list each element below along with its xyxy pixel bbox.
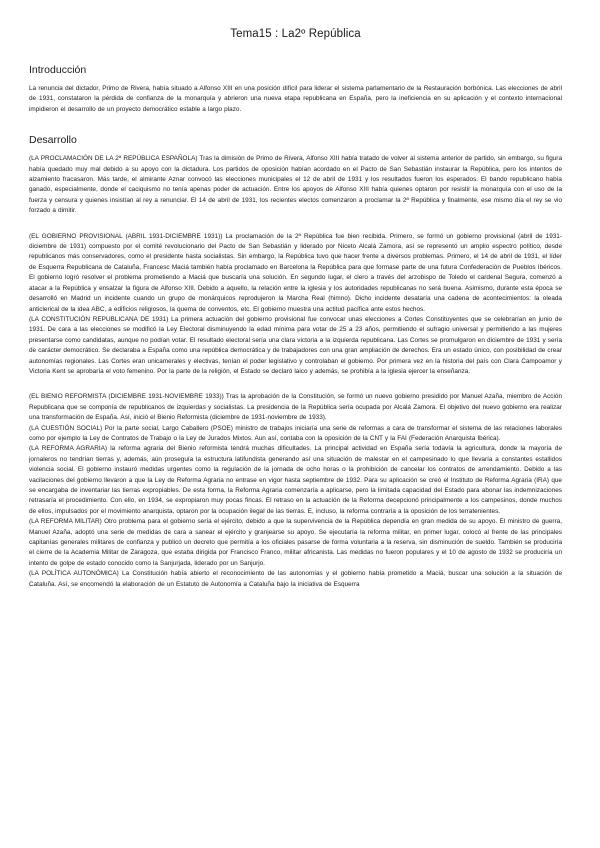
paragraph-lead: (EL GOBIERNO PROVISIONAL (ABRIL 1931-DICIEMBRE 1931)) xyxy=(29,232,223,240)
paragraph-lead: (LA CUESTIÓN SOCIAL) xyxy=(29,424,103,432)
paragraph-text: La primera actuación del gobierno provisional fue convocar unas elecciones a Cortes Constituyentes que se celebrarían en junio de 1931. De cara a las elecciones se modificó la Ley Electoral disminuyendo la edad mínima para votar de 25 a 23 años, permitiendo el sufragio universal y permitiendo a las mujeres presentarse como candidatas, aunque no podían votar. El resultado electoral sería una clara victoria a la izquierda republicana. Las Cortes se promulgaron en diciembre de 1931 y sería de carácter democrático. Se declaraba a España como una república democrática y de trabajadores con una gran ampliación de derechos. Era un estado único, con posibilidad de crear autonomías regionales. Las Cortes eran unicamerales y electivas, tenían el poder legislativo y controlaban el gobierno. Por primera vez en la historia del país con Clara Campoamor y Victoria Kent se aprobaría el voto femenino. Por la parte de la religión, el Estado se declaró laico y además, se prohibía a la iglesia ejercer la enseñanza. xyxy=(29,315,562,375)
paragraph-lead: (LA REFORMA AGRARIA) xyxy=(29,445,108,453)
paragraph-constitucion xyxy=(29,315,562,377)
paragraph-cuestion-social xyxy=(29,424,562,445)
paragraph-lead: (LA CONSTITUCIÓN REPUBLICANA DE 1931) xyxy=(29,315,169,323)
paragraph-reforma-agraria xyxy=(29,444,562,517)
intro-paragraph: La renuncia del dictador, Primo de Rivera, había situado a Alfonso XIII en una posición difícil para liderar el sistema parlamentario de la Restauración borbónica. Las elecciones de abril de 1931, constataron la pérdida de confianza de la monarquía y abrieron una nueva etapa republicana en España, pero la ineficiencia en su aplicación y el contexto internacional impidieron el desarrollo de un proyecto democrático estable a largo plazo. xyxy=(29,85,562,113)
paragraph-reforma-militar xyxy=(29,517,562,569)
paragraph-proclamacion xyxy=(29,154,562,216)
paragraph-lead: (LA PROCLAMACIÓN DE LA 2ª REPÚBLICA ESPAÑOLA) xyxy=(29,155,198,163)
paragraph-politica-autonomica xyxy=(29,569,562,590)
paragraph-text: Tras la dimisión de Primo de Rivera, Alfonso XIII había tratado de volver al sistema anterior de partido, sin embargo, su figura había quedado muy mal debido a su apoyo con la dictadura. Los partidos de oposición habían acordado en el Pacto de San Sebastián instaurar la República, pero los intentos de alzamiento fracasaron. Más tarde, el almirante Aznar convocó las elecciones municipales el 12 de abril de 1931 y los resultados fueron los esperados. El bando republicano había ganado, especialmente, donde el caciquismo no tenía apenas poder de actuación. Entre los apoyos de Alfonso XIII había quienes optaron por resistir la monarquía con el uso de la fuerza y censura y quienes insistían al rey a renunciar. El 14 de abril de 1931, los recientes electos comenzaron a proclamar la 2ª República y finalmente, ese mismo día el rey se vio forzado a dimitir. xyxy=(29,155,562,215)
paragraph-gobierno-provisional xyxy=(29,232,562,315)
paragraph-text: Otro problema para el gobierno sería el ejército, debido a que la supervivencia de la República dependía en gran medida de su apoyo. El ministro de guerra, Manuel Azaña, adoptó una serie de medidas de cara a sanear el ejército y granjearse su apoyo. Se ejecutaría la reforma militar, en primer lugar, colocó al frente de las principales capitanías generales militares de confianza y publicó un decreto que permitía a los oficiales pasarse de forma voluntaria a la reserva, sin disminución de sueldo. También se produciría el cierre de la Academia Militar de Zaragoza, que estaba dirigida por Francisco Franco, militar africanista. Las medidas no fueron populares y el 10 de agosto de 1932 se produciría un intento de golpe de estado conocido como la Sanjurjada, liderado por un Sanjurjo. xyxy=(29,518,562,567)
paragraph-lead: (LA REFORMA MILITAR) xyxy=(29,518,102,526)
paragraph-lead: (LA POLÍTICA AUTONÓMICA) xyxy=(29,570,119,578)
paragraph-lead: (EL BIENIO REFORMISTA (DICIEMBRE 1931-NOVIEMBRE 1933)) xyxy=(29,393,224,401)
paragraph-text: la reforma agraria del Bienio reformista tendrá muchas dificultades. La principal actividad en España sería todavía la agricultura, donde la mayoría de jornaleros no tendrían tierras y, además, aún proseguía la estructura latifundista generando así una situación de malestar en el campesinado lo que llevaría a constantes estallidos violencia social. El gobierno instauró medidas urgentes como la regulación de la jornada de ocho horas o la prohibición de cancelar los contratos de arrendamiento. Debido a las vacilaciones del gobierno llevaron a que la Ley de Reforma Agraria no entrase en vigor hasta septiembre de 1932. Para su aplicación se creó el Instituto de Reforma Agraria (IRA) que se encargaba de inventariar las tierras expropiables. De esta forma, la Reforma Agraria comenzaría a aplicarse, pero la limitada capacidad del Estado para abonar las indemnizaciones retrasaría el procedimiento. Con ello, en 1934, se expropiaron muy pocas fincas. El retraso en la actuación de la Reforma decepcionó principalmente a los campesinos, donde muchos de ellos, impulsados por el movimiento anarquista, optaron por la ocupación ilegal de las tierras. E, incluso, la reforma contraría a la oposición de los terratenientes. xyxy=(29,445,562,515)
development-heading: Desarrollo xyxy=(29,134,77,147)
paragraph-text: La Constitución había abierto el reconocimiento de las autonomías y el gobierno había prometido a Maciá, buscar una solución a la situación de Cataluña. Así, se encomendó la elaboración de un Estatuto de Autonomía a Cataluña bajo la iniciativa de Esquerra xyxy=(29,570,562,588)
paragraph-bienio-reformista xyxy=(29,392,562,423)
paragraph-text: Tras la aprobación de la Constitución, se formó un nuevo gobierno presidido por Manuel Azaña, miembro de Acción Republicana que se componía de republicanos de izquierdas y socialistas. La presidencia de la República sería ocupada por Alcalá Zamora. El objetivo del nuevo gobierno era realizar una transformación de España. Así, inició el Bienio Reformista (diciembre de 1931-noviembre de 1933). xyxy=(29,393,562,422)
paragraph-text: Por la parte social, Largo Caballero (PSOE) ministro de trabajos iniciaría una serie de reformas a cara de transformar el sistema de las relaciones laborales como por ejemplo la Ley de Contratos de Trabajo o la Ley de Jurados Mixtos. Aun así, contaba con la oposición de la CNT y la FAI (Federación Anarquista Ibérica). xyxy=(29,424,562,442)
paragraph-text: La proclamación de la 2ª República fue bien recibida. Primero, se formó un gobierno provisional (abril de 1931-diciembre de 1931) compuesto por el comité revolucionario del Pacto de San Sebastián y liderado por Niceto Alcalá Zamora, así se representó un amplio espectro político, desde republicanos más conservadores, como el presidente hasta socialistas. Sin embargo, la República tuvo que hacer frente a diversos problemas. Primero, el 14 de abril de 1931, el líder de Esquerra Republicana de Cataluña, Francesc Maciá también había proclamado en Barcelona la República para que formase parte de una futura Confederación de Pueblos Ibéricos. El gobierno logró resolver el problema prometiendo a Maciá que buscaría una solución. En segundo lugar, el clero a través del arzobispo de Toledo el cardenal Segura, comenzó a atacar a la República y ensalzar la figura de Alfonso XIII. Debido a aquello, la relación entre la iglesia y los autoridades republicanas no será buena. Asimismo, durante esta época se desarrolló en Madrid un incidente cuando un grupo de monárquicos reprodujeron la Marcha Real (himno). Dicho incidente desataría una cadena de acontecimientos: la oleada anticlerical de la idea ABC, a edificios religiosos, la quema de conventos, etc. El gobierno muestra una actitud pacífica ante estos hechos. xyxy=(29,232,562,313)
intro-heading: Introducción xyxy=(29,64,87,76)
document-title: Tema15 : La2º República xyxy=(230,28,361,40)
